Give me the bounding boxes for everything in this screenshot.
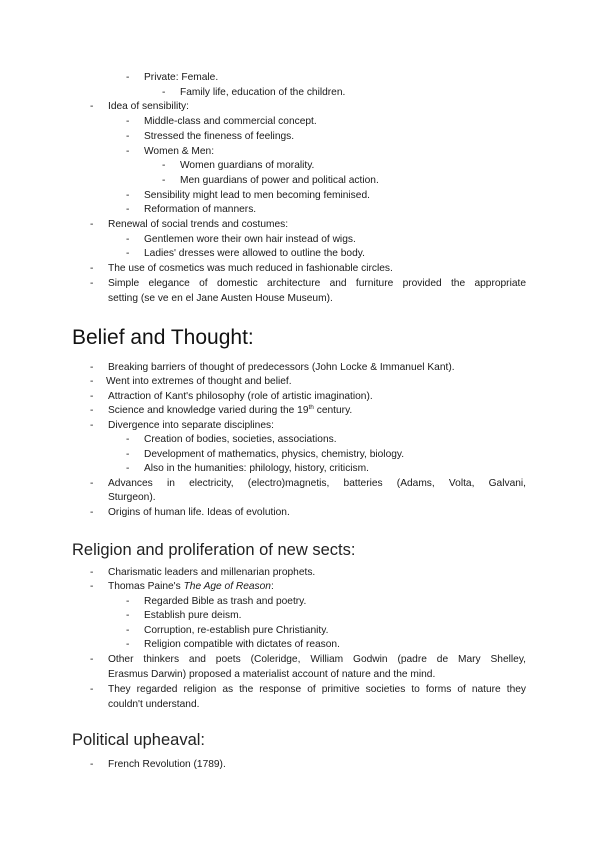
bullet-dash: -: [90, 759, 94, 770]
bullet-dash: -: [90, 391, 94, 402]
bullet-dash: -: [90, 376, 94, 387]
bullet-dash: -: [90, 684, 94, 695]
bullet-dash: -: [126, 639, 130, 650]
bullet-dash: -: [90, 567, 94, 578]
bullet-dash: -: [90, 263, 94, 274]
bullet-dash: -: [126, 72, 130, 83]
bullet-dash: -: [90, 362, 94, 373]
bullet-dash: -: [126, 131, 130, 142]
bullet-dash: -: [126, 434, 130, 445]
bullet-dash: -: [90, 219, 94, 230]
bullet-dash: -: [162, 87, 166, 98]
document-page: - Private: Female. - Family life, education of the children. - Idea of sensibility: - Middle-class and commercial concept. - Stressed the fineness of feelings. - Women & Men: - Women guardians of morality. - Men guardians of power and political action. - Sensibility might lead to men becoming feminised. - Reformation of manners. - Renewal of social trends and costumes: - Gentlemen wore their own hair instead of wigs. - Ladies' dresses were allowed to outline the body. - The use of cosmetics was much reduced in fashionable circles. - Simple elegance of domestic architecture and furniture provided the appropriate setting (se ve en el Jane Austen House Museum). Belief and Thought: - Breaking barriers of thought of predecessors (John Locke & Immanuel Kant). - Went into extremes of thought and belief. - Attraction of Kant's philosophy (role of artistic imagination). - Science and knowledge varied during the 19th century. - Divergence into separate disciplines: - Creation of bodies, societies, associations. - Development of mathematics, physics, chemistry, biology. - Also in the humanities: philology, history, criticism. - Advances in electricity, (electro)magnetis, batteries (Adams, Volta, Galvani, Sturgeon). - Origins of human life. Ideas of evolution. Religion and proliferation of new sects: - Charismatic leaders and millenarian prophets. - Thomas Paine's The Age of Reason: - Regarded Bible as trash and poetry. - Establish pure deism. - Corruption, re-establish pure Christianity. - Religion compatible with dictates of reason. - Other thinkers and poets (Coleridge, William Godwin (padre de Mary Shelley, Erasmus Darwin) proposed a materialist account of nature and the mind. - They regarded religion as the response of primitive societies to forms of nature they couldn't understand. Political upheaval: - French Revolution (1789).: [0, 0, 600, 848]
bullet-dash: -: [90, 654, 94, 665]
bullet-dash: -: [126, 234, 130, 245]
bullet-dash: -: [126, 625, 130, 636]
bullet-dash: -: [126, 449, 130, 460]
book-title: The Age of Reason: [183, 581, 271, 592]
bullet-dash: -: [90, 405, 94, 416]
bullet-dash: -: [126, 596, 130, 607]
bullet-dash: -: [126, 610, 130, 621]
bullet-dash: -: [90, 507, 94, 518]
section-heading-religion: Religion and proliferation of new sects:: [72, 541, 356, 559]
bullet-dash: -: [162, 175, 166, 186]
bullet-dash: -: [126, 146, 130, 157]
bullet-dash: -: [126, 190, 130, 201]
bullet-dash: -: [126, 463, 130, 474]
bullet-dash: -: [90, 581, 94, 592]
bullet-dash: -: [90, 420, 94, 431]
bullet-dash: -: [90, 478, 94, 489]
section-heading-belief: Belief and Thought:: [72, 326, 254, 349]
bullet-dash: -: [126, 116, 130, 127]
bullet-dash: -: [126, 248, 130, 259]
bullet-dash: -: [126, 204, 130, 215]
bullet-dash: -: [90, 101, 94, 112]
section-heading-political: Political upheaval:: [72, 731, 205, 749]
bullet-dash: -: [90, 278, 94, 289]
bullet-dash: -: [162, 160, 166, 171]
